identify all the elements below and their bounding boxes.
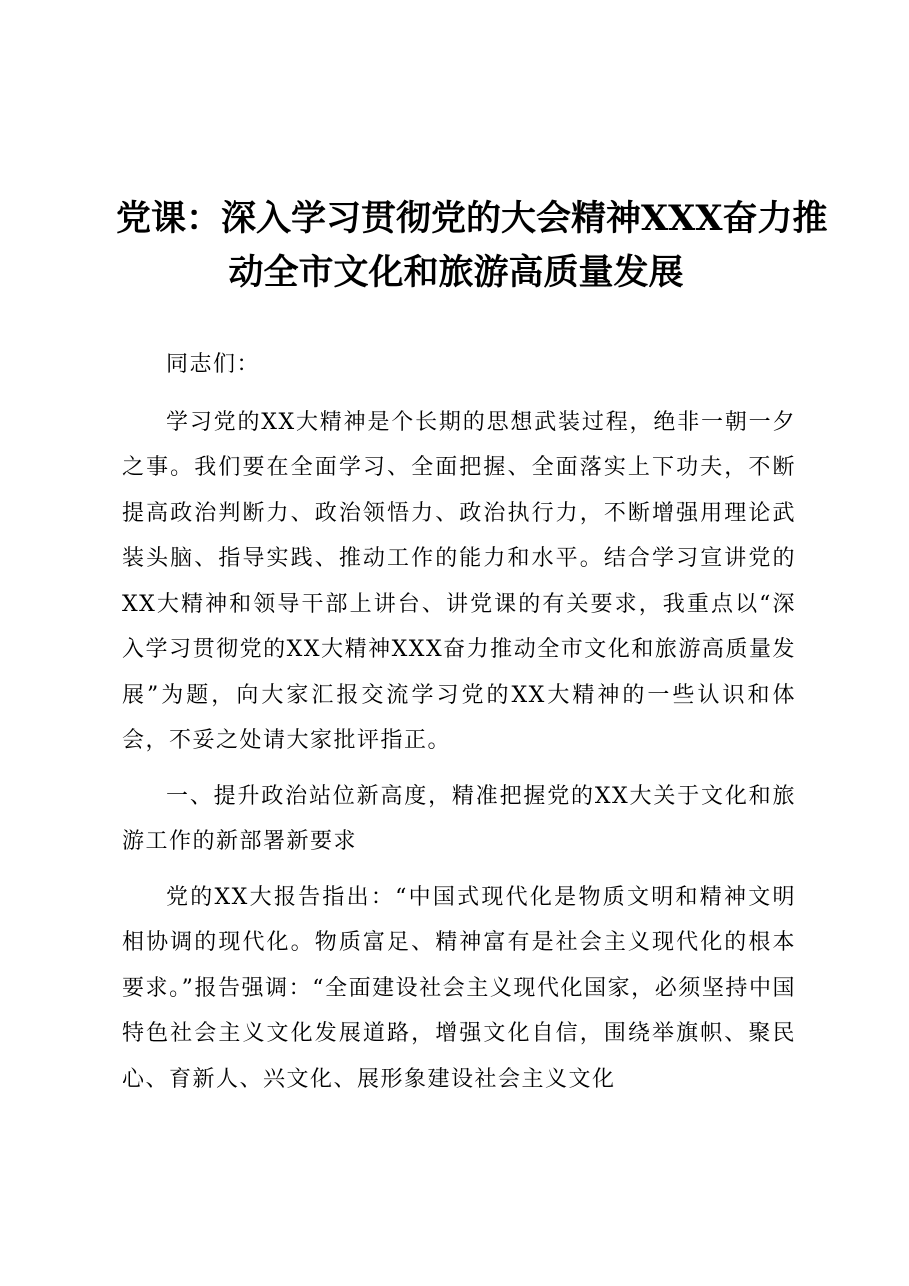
document-title [116, 192, 828, 300]
paragraph-intro: 学习党的XX大精神是个长期的思想武装过程，绝非一朝一夕之事。我们要在全面学习、全面把握、全面落实上下功夫，不断提高政治判断力、政治领悟力、政治执行力，不断增强用理论武装头脑、指导实践、推动工作的能力和水平。结合学习宣讲党的XX大精神和领导干部上讲台、讲党课的有关要求，我重点以“深入学习贯彻党的XX大精神XXX奋力推动全市文化和旅游高质量发展”为题，向大家汇报交流学习党的XX大精神的一些认识和体会，不妥之处请大家批评指正。 [122, 409, 796, 753]
section-heading-1: 一、提升政治站位新高度，精准把握党的XX大关于文化和旅游工作的新部署新要求 [122, 783, 796, 854]
paragraph-report: 党的XX大报告指出：“中国式现代化是物质文明和精神文明相协调的现代化。物质富足、精神富有是社会主义现代化的根本要求。”报告强调：“全面建设社会主义现代化国家，必须坚持中国特色社会主义文化发展道路，增强文化自信，围绕举旗帜、聚民心、育新人、兴文化、展形象建设社会主义文化 [122, 884, 796, 1092]
title-line-1: 党课：深入学习贯彻党的大会精神XXX奋力推 [116, 198, 828, 239]
salutation: 同志们： [166, 352, 261, 377]
title-line-2: 动全市文化和旅游高质量发展 [228, 252, 684, 293]
document-body [122, 342, 796, 1112]
